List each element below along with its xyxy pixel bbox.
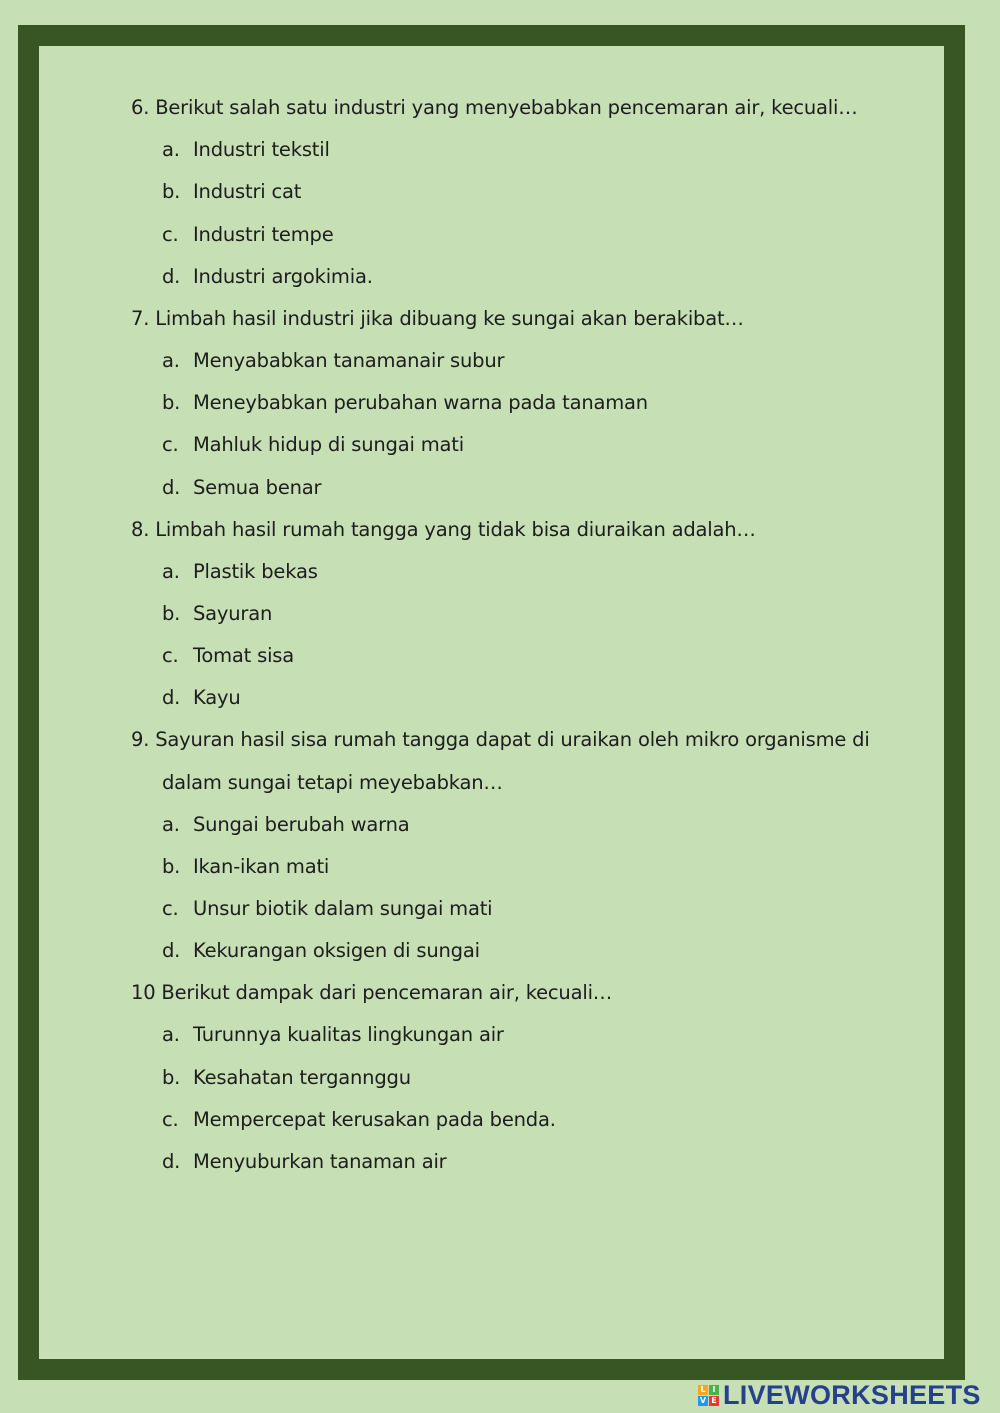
option-letter: a. (162, 138, 180, 161)
q8-option-a[interactable] (162, 560, 318, 584)
option-text: Plastik bekas (193, 560, 318, 583)
option-letter: c. (162, 897, 179, 920)
option-text: Mempercepat kerusakan pada benda. (193, 1108, 556, 1131)
option-letter: b. (162, 1066, 181, 1089)
option-text: Semua benar (193, 476, 322, 499)
logo-tile-i: I (709, 1385, 719, 1395)
option-text: Kekurangan oksigen di sungai (193, 939, 480, 962)
option-letter: a. (162, 349, 180, 372)
q6-option-c[interactable] (162, 223, 334, 247)
q9-option-c[interactable] (162, 897, 492, 921)
question-9-continued: dalam sungai tetapi meyebabkan… (162, 771, 503, 794)
q6-option-a[interactable] (162, 138, 330, 162)
option-letter: b. (162, 391, 181, 414)
option-letter: b. (162, 602, 181, 625)
q7-option-a[interactable] (162, 349, 504, 373)
liveworksheets-logo-icon (698, 1385, 719, 1406)
q6-option-b[interactable] (162, 180, 301, 204)
option-text: Menyababkan tanamanair subur (193, 349, 505, 372)
q7-option-d[interactable] (162, 476, 321, 500)
q9-option-b[interactable] (162, 855, 329, 879)
question-10: 10 Berikut dampak dari pencemaran air, kecuali… (131, 981, 613, 1004)
option-letter: c. (162, 433, 179, 456)
option-letter: b. (162, 180, 181, 203)
option-text: Sungai berubah warna (193, 813, 410, 836)
option-text: Tomat sisa (193, 644, 295, 667)
option-text: Industri cat (193, 180, 302, 203)
q9-option-a[interactable] (162, 813, 410, 837)
option-letter: d. (162, 939, 181, 962)
q8-option-c[interactable] (162, 644, 294, 668)
option-text: Industri tekstil (193, 138, 330, 161)
q6-option-d[interactable] (162, 265, 373, 289)
option-letter: d. (162, 686, 181, 709)
option-text: Kesahatan tergannggu (193, 1066, 411, 1089)
q7-option-c[interactable] (162, 433, 464, 457)
option-text: Menyuburkan tanaman air (193, 1150, 447, 1173)
liveworksheets-footer (698, 1381, 981, 1409)
option-text: Industri tempe (193, 223, 334, 246)
option-text: Sayuran (193, 602, 273, 625)
question-6: 6. Berikut salah satu industri yang menyebabkan pencemaran air, kecuali… (131, 96, 858, 119)
logo-tile-v: V (699, 1395, 707, 1405)
q10-option-c[interactable] (162, 1108, 556, 1132)
page-border-frame (18, 25, 965, 1380)
option-letter: a. (162, 1023, 180, 1046)
option-text: Meneybabkan perubahan warna pada tanaman (193, 391, 648, 414)
option-letter: c. (162, 223, 179, 246)
option-text: Ikan-ikan mati (193, 855, 330, 878)
question-7: 7. Limbah hasil industri jika dibuang ke sungai akan berakibat… (131, 307, 744, 330)
option-letter: d. (162, 1150, 181, 1173)
q10-option-b[interactable] (162, 1066, 411, 1090)
option-text: Industri argokimia. (193, 265, 373, 288)
question-8: 8. Limbah hasil rumah tangga yang tidak bisa diuraikan adalah… (131, 518, 756, 541)
option-text: Turunnya kualitas lingkungan air (193, 1023, 504, 1046)
option-letter: d. (162, 265, 181, 288)
q9-option-d[interactable] (162, 939, 480, 963)
brand-name: LIVEWORKSHEETS (723, 1379, 981, 1410)
question-9: 9. Sayuran hasil sisa rumah tangga dapat di uraikan oleh mikro organisme di (131, 728, 870, 751)
q7-option-b[interactable] (162, 391, 648, 415)
option-text: Unsur biotik dalam sungai mati (193, 897, 493, 920)
q10-option-a[interactable] (162, 1023, 504, 1047)
logo-tile-e: E (709, 1396, 719, 1406)
option-letter: c. (162, 1108, 179, 1131)
option-letter: a. (162, 813, 180, 836)
q8-option-b[interactable] (162, 602, 272, 626)
option-text: Mahluk hidup di sungai mati (193, 433, 464, 456)
option-letter: a. (162, 560, 180, 583)
q8-option-d[interactable] (162, 686, 241, 710)
logo-tile-l: L (698, 1385, 708, 1395)
option-text: Kayu (193, 686, 241, 709)
q10-option-d[interactable] (162, 1150, 446, 1174)
option-letter: c. (162, 644, 179, 667)
option-letter: b. (162, 855, 181, 878)
option-letter: d. (162, 476, 181, 499)
